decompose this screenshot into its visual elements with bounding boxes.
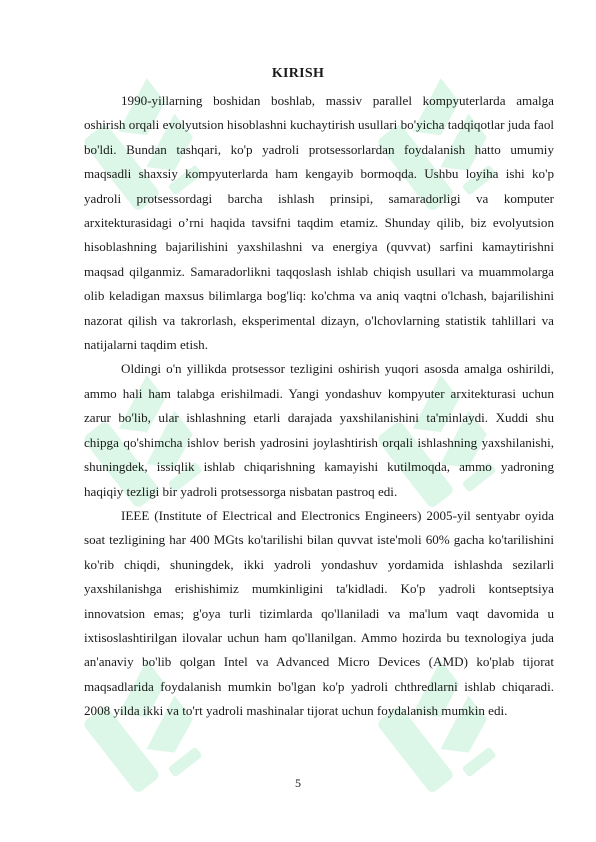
page-number: 5: [295, 776, 301, 790]
paragraph-processor-speed: Oldingi o'n yillikda protsessor tezligini oshirish yuqori asosda amalga oshirildi, ammo hali ham talabga erishilmadi. Yangi yondashuv kompyuter arxitekturasi uchun zarur bo'lib, ular ishlashning etarli darajada yaxshilanishini ta'minlaydi. Xuddi shu chipga qo'shimcha ishlov berish yadrosini joylashtirish orqali ishlashning yaxshilanishi, shuningdek, issiqlik ishlab chiqarishning kamayishi kutilmoqda, ammo yadroning haqiqiy tezligi bir yadroli protsessorga nisbatan pastroq edi.: [84, 361, 554, 499]
paragraph-ieee: IEEE (Institute of Electrical and Electronics Engineers) 2005-yil sentyabr oyida soat tezligining har 400 MGts ko'tarilishi bilan quvvat iste'moli 60% gacha ko'tarilishini ko'rib chiqdi, shuningdek, ikki yadroli yondashuv yordamida ishlashda sezilarli yaxshilanishga erishishimiz mumkinligini ta'kidladi. Ko'p yadroli kontseptsiya innovatsion emas; g'oya turli tizimlarda qo'llaniladi va ma'lum vaqt davomida u ixtisoslashtirilgan ilovalar uchun ham qo'llanilgan. Ammo hozirda bu texnologiya juda an'anaviy bo'lib qolgan Intel va Advanced Micro Devices (AMD) ko'plab tijorat maqsadlarida foydalanish mumkin bo'lgan ko'p yadroli chthredlarni ishlab chiqaradi. 2008 yilda ikki va to'rt yadroli mashinalar tijorat uchun foydalanish mumkin edi.: [84, 507, 554, 719]
paragraph-intro: 1990-yillarning boshidan boshlab, massiv parallel kompyuterlarda amalga oshirish orqali evolyutsion hisoblashni kuchaytirish usullari bo'yicha tadqiqotlar juda faol bo'ldi. Bundan tashqari, ko'p yadroli protsessorlardan foydalanish hatto umumiy maqsadli shaxsiy kompyuterlarda ham kengayib bormoqda. Ushbu loyiha ishi ko'p yadroli protsessordagi barcha ishlash prinsipi, samaradorligi va komputer arxitekturasidagi o’rni haqida tavsifni taqdim etamiz. Shunday qilib, biz evolyutsion hisoblashning bajarilishini yaxshilashni va energiya (quvvat) sarfini kamaytirishni maqsad qilganmiz. Samaradorlikni taqqoslash ishlab chiqish usullari va muammolarga olib keladigan maxsus bilimlarga bog'liq: ko'chma va aniq vaqtni o'lchash, bajarilishini nazorat qilish va takrorlash, eksperimental dizayn, o'lchovlarning statistik tahlillari va natijalarni taqdim etish.: [84, 93, 554, 353]
page-title: KIRISH: [271, 66, 325, 81]
body-text: [84, 89, 554, 724]
